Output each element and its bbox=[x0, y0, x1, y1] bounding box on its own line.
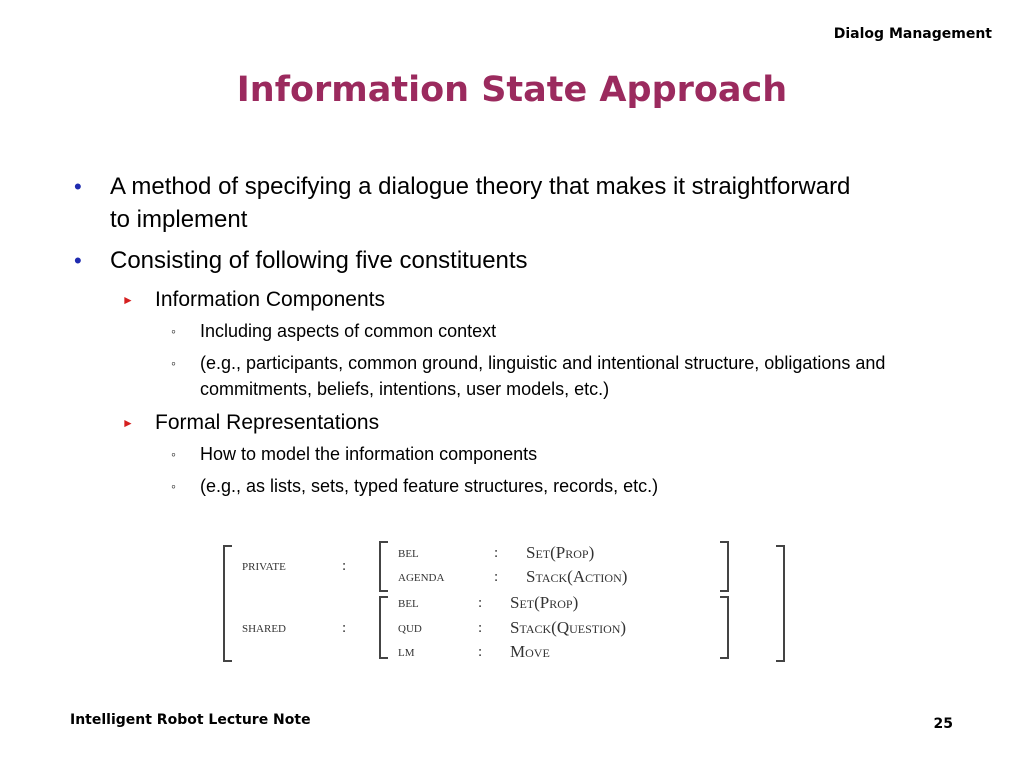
bullet-dot-icon: • bbox=[74, 174, 82, 199]
bullet-text: A method of specifying a dialogue theory that makes it straightforward to implement bbox=[110, 173, 851, 233]
point-item bbox=[0, 441, 1024, 467]
point-text: How to model the information components bbox=[200, 444, 538, 464]
circle-outline-icon: ◦ bbox=[171, 355, 176, 371]
circle-outline-icon: ◦ bbox=[171, 323, 176, 339]
bullet-dot-icon: • bbox=[74, 248, 82, 273]
slide-title: Information State Approach bbox=[236, 70, 788, 110]
circle-outline-icon: ◦ bbox=[171, 478, 176, 494]
point-item bbox=[0, 473, 1024, 499]
private-bel-value: Set(Prop) bbox=[526, 543, 595, 562]
point-item bbox=[0, 318, 1024, 344]
shared-lm-value: Move bbox=[510, 642, 550, 661]
private-bel-sep: : bbox=[494, 545, 499, 561]
shared-lm-key: lm bbox=[398, 644, 415, 660]
circle-outline-icon: ◦ bbox=[171, 446, 176, 462]
page-number: 25 bbox=[933, 716, 953, 732]
point-text: (e.g., participants, common ground, linguistic and intentional structure, obligations and commitments, beliefs, intentions, user models, etc.) bbox=[200, 353, 886, 399]
bracket-lines bbox=[220, 540, 786, 664]
private-agenda-key: agenda bbox=[398, 569, 445, 585]
private-agenda-sep: : bbox=[494, 569, 499, 585]
shared-qud-value: Stack(Question) bbox=[510, 618, 627, 637]
shared-lm-sep: : bbox=[478, 644, 483, 660]
shared-separator: : bbox=[342, 620, 347, 636]
point-text: (e.g., as lists, sets, typed feature structures, records, etc.) bbox=[200, 476, 659, 496]
shared-label: shared bbox=[242, 620, 287, 636]
private-label: private bbox=[242, 558, 286, 574]
shared-qud-sep: : bbox=[478, 620, 483, 636]
bullet-item bbox=[0, 170, 1024, 236]
shared-bel-value: Set(Prop) bbox=[510, 593, 579, 612]
private-agenda-value: Stack(Action) bbox=[526, 567, 628, 586]
sub-bullet-text: Information Components bbox=[155, 288, 385, 311]
sub-bullet-text: Formal Representations bbox=[155, 411, 380, 434]
bullet-text: Consisting of following five constituents bbox=[110, 247, 528, 274]
shared-qud-key: qud bbox=[398, 620, 422, 636]
sub-bullet-item bbox=[0, 285, 1024, 314]
sub-bullet-item bbox=[0, 408, 1024, 437]
bullet-list bbox=[0, 170, 1024, 505]
shared-bel-sep: : bbox=[478, 595, 483, 611]
triangle-right-icon: ► bbox=[122, 293, 134, 307]
information-state-structure bbox=[220, 540, 786, 664]
point-item bbox=[0, 350, 1024, 402]
point-text: Including aspects of common context bbox=[200, 321, 497, 341]
shared-bel-key: bel bbox=[398, 595, 419, 611]
triangle-right-icon: ► bbox=[122, 416, 134, 430]
section-label: Dialog Management bbox=[833, 26, 992, 42]
footer-course: Intelligent Robot Lecture Note bbox=[70, 712, 311, 728]
bullet-item bbox=[0, 244, 1024, 277]
private-bel-key: bel bbox=[398, 545, 419, 561]
private-separator: : bbox=[342, 558, 347, 574]
